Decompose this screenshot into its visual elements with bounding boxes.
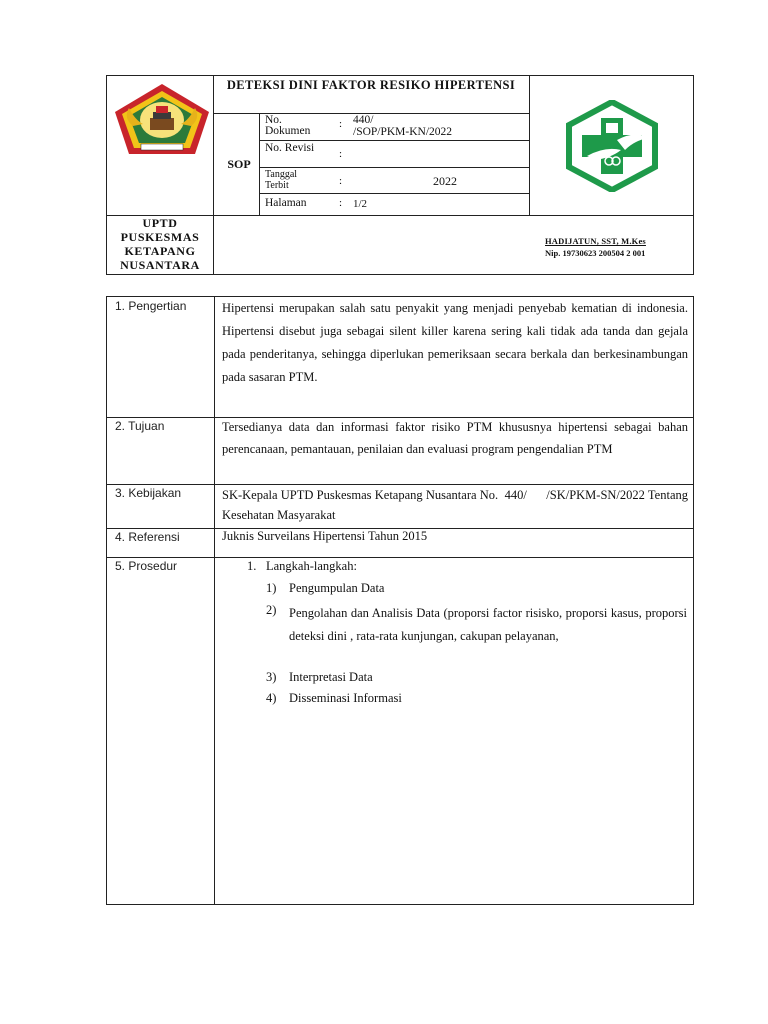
meta-colon: : [339,148,343,160]
section-label-prosedur: 5. Prosedur [115,559,178,573]
header-divider [529,76,530,215]
procedure-step: Pengumpulan Data [289,581,385,595]
section-text-pengertian: Hipertensi merupakan salah satu penyakit yang menjadi penyebab kematian di indonesia. Hipertensi disebut juga sebagai silent killer karena sering kali tidak ada tanda dan gejala pada penderitanya, sehingga diperlukan pemeriksaan secara berkala dan berkesinambungan pada sasaran PTM. [222,301,688,384]
procedure-content-table [106,296,694,905]
procedure-step: Pengolahan dan Analisis Data (proporsi factor risisko, proporsi kasus, proporsi deteksi dini , rata-rata kunjungan, cakupan pelayanan, [289,606,687,643]
procedure-heading-number: 1. [247,559,257,573]
document-header-table [106,75,694,275]
no-dokumen-label: No. Dokumen [265,114,311,137]
body-divider [107,557,693,558]
no-dokumen-value-2: /SOP/PKM-KN/2022 [353,126,453,138]
meta-colon: : [339,175,343,187]
halaman-value: 1/2 [353,198,368,210]
header-divider [213,76,214,275]
header-divider [259,193,529,194]
signatory-name: HADIJATUN, SST, M.Kes [545,236,646,246]
section-text-tujuan: Tersedianya data dan informasi faktor risiko PTM khususnya hipertensi sebagai bahan perencanaan, pemantauan, penilaian dan evaluasi program pengendalian PTM [222,420,688,456]
sop-label: SOP [227,157,251,171]
no-revisi-label: No. Revisi [265,142,315,154]
section-label-tujuan: 2. Tujuan [115,419,165,433]
section-label-pengertian: 1. Pengertian [115,299,187,313]
body-divider [214,297,215,904]
procedure-step-number: 4) [266,691,277,705]
procedure-step-number: 2) [266,603,277,617]
header-divider [259,167,529,168]
procedure-step: Interpretasi Data [289,670,373,684]
header-divider [259,113,260,215]
tanggal-terbit-value: 2022 [433,174,457,188]
section-label-referensi: 4. Referensi [115,530,180,544]
puskesmas-logo [565,100,659,192]
no-dokumen-value-1: 440/ [353,114,374,126]
organization-name: UPTD PUSKESMAS KETAPANG NUSANTARA [120,216,200,272]
signatory-nip: Nip. 19730623 200504 2 001 [545,248,646,258]
meta-colon: : [339,197,343,209]
tanggal-terbit-label: Tanggal Terbit [265,169,298,191]
document-title: DETEKSI DINI FAKTOR RESIKO HIPERTENSI [226,78,516,92]
meta-colon: : [339,118,343,130]
halaman-label: Halaman [265,197,307,209]
regional-emblem-logo [113,82,211,158]
procedure-step: Disseminasi Informasi [289,691,402,705]
section-text-referensi: Juknis Surveilans Hipertensi Tahun 2015 [222,529,428,543]
procedure-heading: Langkah-langkah: [266,559,357,573]
header-divider [259,140,529,141]
section-label-kebijakan: 3. Kebijakan [115,486,182,500]
procedure-step-number: 3) [266,670,277,684]
section-text-kebijakan: SK-Kepala UPTD Puskesmas Ketapang Nusantara No. 440/ /SK/PKM-SN/2022 Tentang Kesehatan Masyarakat [222,488,692,522]
procedure-step-number: 1) [266,581,277,595]
